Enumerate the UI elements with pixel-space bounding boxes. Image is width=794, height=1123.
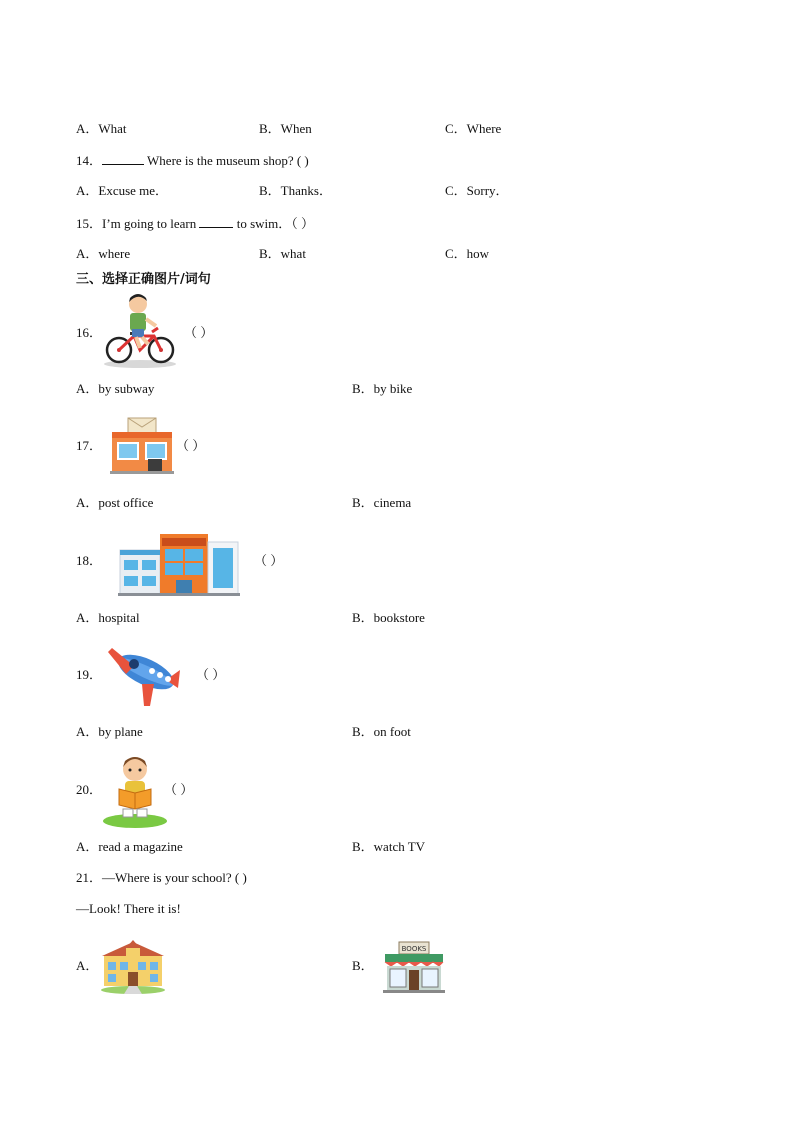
q16-number: 16． <box>76 325 103 340</box>
q14-option-b: B．Thanks． <box>259 183 332 198</box>
q15-text: to swim．（ ） <box>236 216 315 231</box>
post-office-image <box>110 416 174 474</box>
hospital-image <box>118 530 240 596</box>
q13-option-c: C．Where <box>445 121 502 136</box>
q15-option-c: C．how <box>445 246 490 261</box>
q14-question <box>76 152 309 169</box>
q19-number: 19． <box>76 667 103 682</box>
q21-question <box>76 870 247 886</box>
q14-blank <box>102 152 144 165</box>
q19-answer-paren: （ ） <box>196 667 226 682</box>
q21-option-a-label: A． <box>76 958 99 973</box>
q13-option-a: A．What <box>76 121 127 136</box>
q18-option-a: A．hospital <box>76 610 140 625</box>
q16-answer-paren: （ ） <box>184 325 214 340</box>
q14-number: 14． <box>76 153 103 168</box>
q15-question <box>76 215 314 232</box>
q15-number: 15．I’m going to learn <box>76 216 197 231</box>
school-building-image <box>100 938 166 994</box>
q18-option-b: B．bookstore <box>352 610 425 625</box>
q15-blank <box>199 215 233 228</box>
bookstore-building-image <box>383 938 445 994</box>
q19-option-a: A．by plane <box>76 724 143 739</box>
q19-option-b: B．on foot <box>352 724 411 739</box>
boy-riding-bike-image <box>102 292 182 370</box>
q14-text: Where is the museum shop? ( ) <box>147 153 309 168</box>
q13-option-b: B．When <box>259 121 312 136</box>
q18-answer-paren: （ ） <box>254 553 284 568</box>
airplane-image <box>104 640 182 710</box>
q18-number: 18． <box>76 553 103 568</box>
q21-answer-text: —Look! There it is! <box>76 901 181 916</box>
q20-number: 20． <box>76 782 103 797</box>
section-3-title: 三、选择正确图片/词句 <box>76 272 211 287</box>
q17-option-b: B．cinema <box>352 495 412 510</box>
q20-answer-paren: （ ） <box>164 782 194 797</box>
q17-number: 17． <box>76 438 103 453</box>
q21-question-text: —Where is your school? ( ) <box>102 870 247 885</box>
q21-number: 21． <box>76 870 103 885</box>
q15-option-a: A．where <box>76 246 131 261</box>
q21-option-b-label: B． <box>352 958 374 973</box>
bookstore-sign-text: BOOKS <box>401 945 427 953</box>
q16-option-b: B．by bike <box>352 381 413 396</box>
q14-option-c: C．Sorry． <box>445 183 509 198</box>
q14-option-a: A．Excuse me． <box>76 183 169 198</box>
q20-option-b: B．watch TV <box>352 839 426 854</box>
q16-option-a: A．by subway <box>76 381 155 396</box>
q15-option-b: B．what <box>259 246 306 261</box>
q20-option-a: A．read a magazine <box>76 839 183 854</box>
boy-reading-image <box>101 753 169 829</box>
q17-option-a: A．post office <box>76 495 154 510</box>
q17-answer-paren: （ ） <box>176 438 206 453</box>
